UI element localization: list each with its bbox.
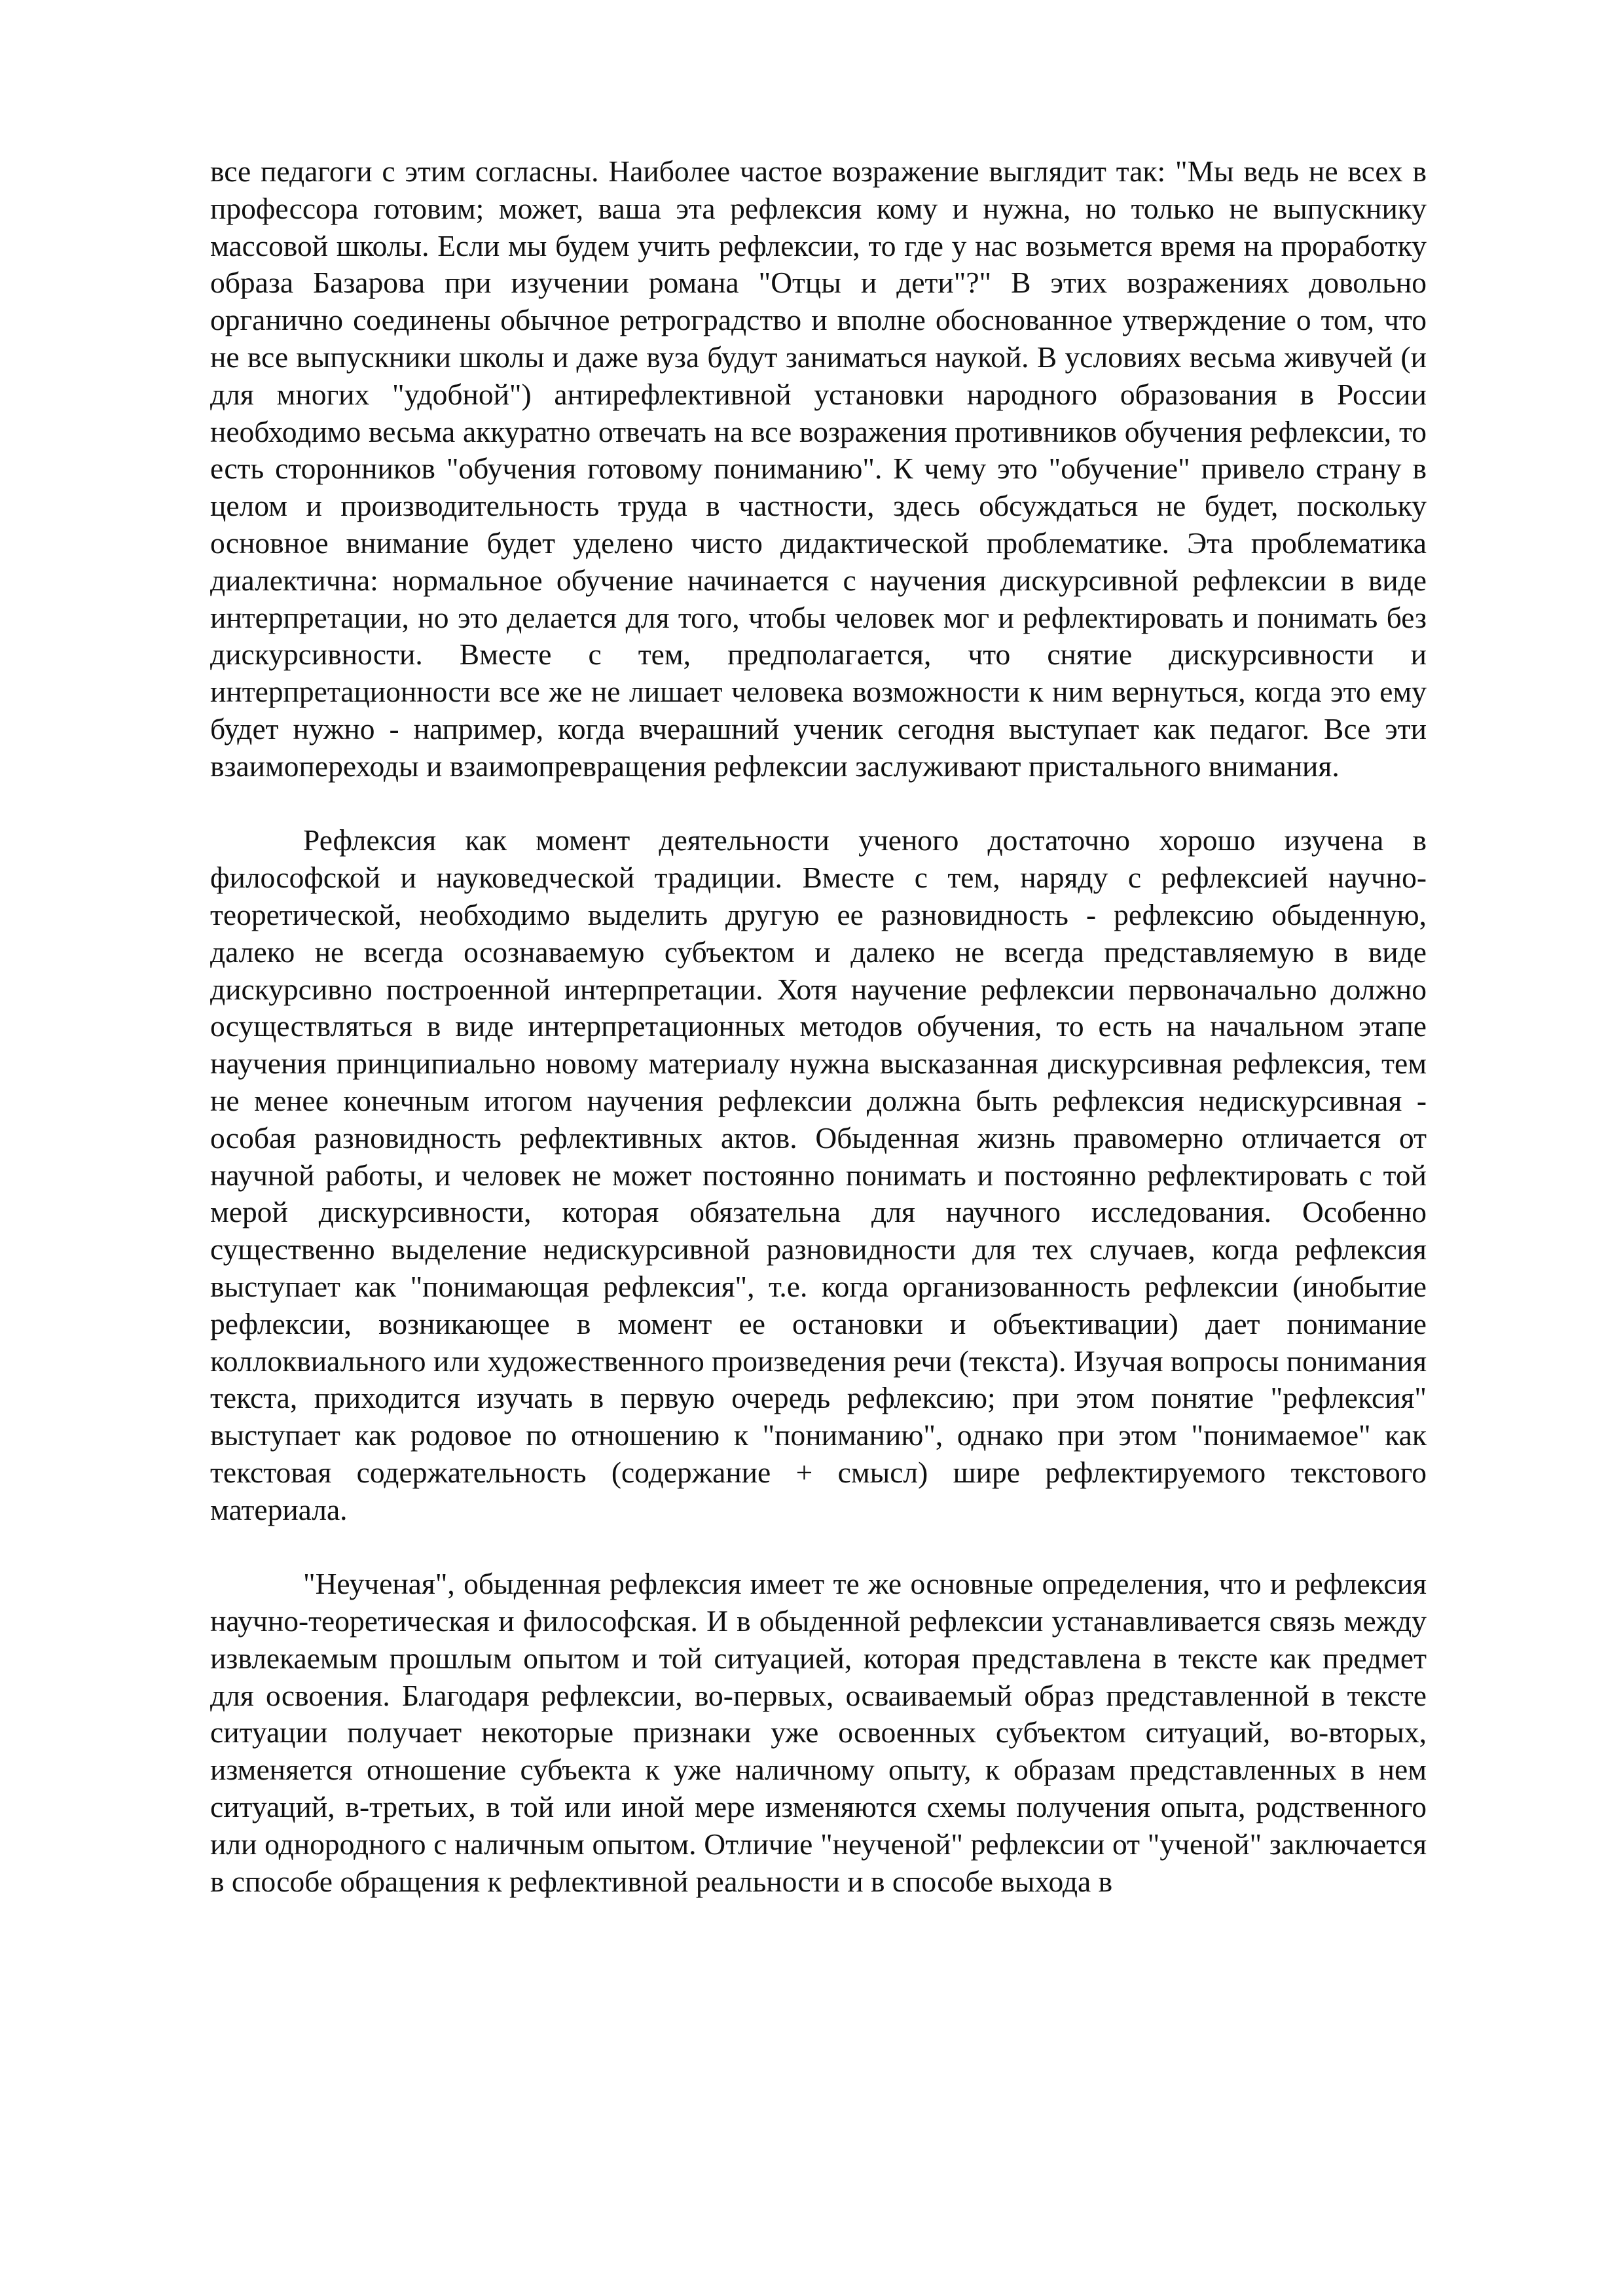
paragraph-continuation: все педагоги с этим согласны. Наиболее частое возражение выглядит так: "Мы ведь не всех в профессора готовим; может, ваша эта рефлексия кому и нужна, но только не выпускнику массовой школы. Если мы будем учить рефлексии, то где у нас возьмется время на проработку образа Базарова при изучении романа "Отцы и дети"?" В этих возражениях довольно органично соединены обычное ретроградство и вполне обоснованное утверждение о том, что не все выпускники школы и даже вуза будут заниматься наукой. В условиях весьма живучей (и для многих "удобной") антирефлективной установки народного образования в России необходимо весьма аккуратно отвечать на все возражения противников обучения рефлексии, то есть сторонников "обучения готовому пониманию". К чему это "обучение" привело страну в целом и производительность труда в частности, здесь обсуждаться не будет, поскольку основное внимание будет уделено чисто дидактической проблематике. Эта проблематика диалектична: нормальное обучение начинается с научения дискурсивной рефлексии в виде интерпретации, но это делается для того, чтобы человек мог и рефлектировать и понимать без дискурсивности. Вместе с тем, предполагается, что снятие дискурсивности и интерпретационности все же не лишает человека возможности к ним вернуться, когда это ему будет нужно - например, когда вчерашний ученик сегодня выступает как педагог. Все эти взаимопереходы и взаимопревращения рефлексии заслуживают пристального внимания. — [210, 154, 1427, 783]
paragraph-everyday-reflection: "Неученая", обыденная рефлексия имеет те же основные определения, что и рефлексия научно-теоретическая и философская. И в обыденной рефлексии устанавливается связь между извлекаемым прошлым опытом и той ситуацией, которая представлена в тексте как предмет для освоения. Благодаря рефлексии, во-первых, осваиваемый образ представленной в тексте ситуации получает некоторые признаки уже освоенных субъектом ситуаций, во-вторых, изменяется отношение субъекта к уже наличному опыту, к образам представленных в нем ситуаций, в-третьих, в той или иной мере изменяются схемы получения опыта, родственного или однородного с наличным опытом. Отличие "неученой" рефлексии от "ученой" заключается в способе обращения к рефлективной реальности и в способе выхода в — [210, 1567, 1427, 1898]
paragraph-reflection-activity: Рефлексия как момент деятельности ученого достаточно хорошо изучена в философской и науковедческой традиции. Вместе с тем, наряду с рефлексией научно-теоретической, необходимо выделить другую ее разновидность - рефлексию обыденную, далеко не всегда осознаваемую субъектом и далеко не всегда представляемую в виде дискурсивно построенной интерпретации. Хотя научение рефлексии первоначально должно осуществляться в виде интерпретационных методов обучения, то есть на начальном этапе научения принципиально новому материалу нужна высказанная дискурсивная рефлексия, тем не менее конечным итогом научения рефлексии должна быть рефлексия недискурсивная - особая разновидность рефлективных актов. Обыденная жизнь правомерно отличается от научной работы, и человек не может постоянно понимать и постоянно рефлектировать с той мерой дискурсивности, которая обязательна для научного исследования. Особенно существенно выделение недискурсивной разновидности для тех случаев, когда рефлексия выступает как "понимающая рефлексия", т.е. когда организованность рефлексии (инобытие рефлексии, возникающее в момент ее остановки и объективации) дает понимание коллоквиального или художественного произведения речи (текста). Изучая вопросы понимания текста, приходится изучать в первую очередь рефлексию; при этом понятие "рефлексия" выступает как родовое по отношению к "пониманию", однако при этом "понимаемое" как текстовая содержательность (содержание + смысл) шире рефлектируемого текстового материала. — [210, 823, 1427, 1526]
document-page — [210, 153, 1427, 1900]
